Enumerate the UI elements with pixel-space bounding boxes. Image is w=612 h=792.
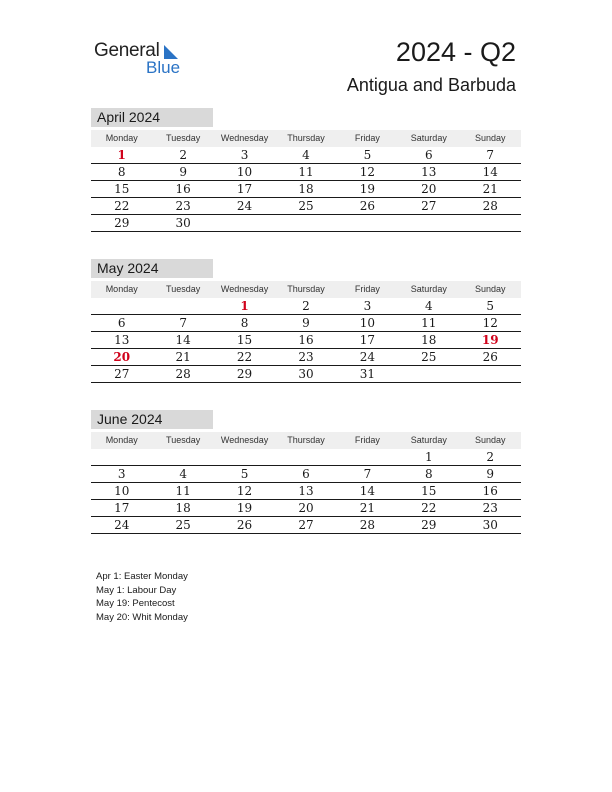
day-cell: 16 [482,484,498,498]
day-cell: 11 [298,165,314,179]
day-cell: 26 [482,350,498,364]
month-june [91,410,521,534]
day-cell: 29 [236,367,253,381]
day-cell: 11 [421,316,437,330]
holiday-notes [96,570,188,624]
day-cell: 27 [114,367,130,381]
country-name: Antigua and Barbuda [346,75,516,95]
week-row [91,198,521,215]
weekday-label: Sunday [474,133,506,143]
day-cell: 22 [236,350,253,364]
day-cell: 2 [179,148,187,162]
day-cell: 15 [114,182,130,196]
day-cell [337,449,398,465]
month-may [91,259,521,383]
weekday-label: Sunday [474,435,506,445]
day-cell: 25 [175,518,191,532]
day-cell: 13 [114,333,130,347]
day-cell [337,215,398,231]
day-cell: 13 [421,165,437,179]
week-row [91,215,521,232]
day-cell [91,449,152,465]
day-cell [398,366,459,382]
day-cell: 16 [298,333,314,347]
day-cell: 31 [359,367,376,381]
day-cell: 28 [359,518,376,532]
page-title: 2024 - Q2 [395,37,516,67]
day-cell: 29 [421,518,437,532]
day-cell: 5 [486,299,495,313]
day-cell: 11 [175,484,191,498]
weekday-label: Saturday [410,284,447,294]
weekday-label: Tuesday [166,435,201,445]
day-cell: 19 [481,333,499,347]
day-cell: 18 [298,182,314,196]
weekday-label: Friday [354,284,380,294]
day-cell: 5 [363,148,372,162]
weekday-label: Monday [105,284,138,294]
holiday-note: Apr 1: Easter Monday [96,571,188,582]
weekday-label: Thursday [287,284,325,294]
day-cell [275,215,336,231]
day-cell: 8 [240,316,249,330]
day-cell: 24 [236,199,253,213]
day-cell: 10 [114,484,130,498]
day-cell: 25 [421,350,437,364]
day-cell: 19 [359,182,376,196]
weekday-label: Wednesday [220,133,269,143]
holiday-note: May 19: Pentecost [96,598,175,609]
day-cell: 23 [298,350,314,364]
day-cell [91,298,152,314]
day-cell: 17 [114,501,130,515]
holiday-note: May 1: Labour Day [96,584,177,596]
day-cell: 20 [421,182,437,196]
day-cell: 21 [175,350,191,364]
day-cell: 16 [175,182,191,196]
day-cell: 6 [117,316,126,330]
day-cell: 28 [482,199,498,213]
day-cell: 30 [298,367,314,381]
day-cell: 19 [236,501,253,515]
weeks [91,449,521,534]
day-cell: 13 [298,484,314,498]
day-cell: 28 [175,367,191,381]
day-cell: 9 [486,467,495,481]
weekday-label: Saturday [410,133,447,143]
day-cell: 22 [114,199,130,213]
day-cell: 10 [236,165,253,179]
week-row [91,466,521,483]
day-cell: 21 [482,182,498,196]
day-cell: 26 [359,199,376,213]
weekday-label: Sunday [474,284,506,294]
day-cell: 5 [240,467,249,481]
day-cell: 4 [302,148,310,162]
weekday-label: Thursday [287,435,325,445]
weekday-label: Friday [354,435,380,445]
weeks [91,298,521,383]
day-cell: 1 [425,450,433,464]
month-label: June 2024 [91,410,213,429]
weekday-label: Thursday [287,133,325,143]
week-row [91,517,521,534]
day-cell: 21 [359,501,376,515]
day-cell: 10 [359,316,376,330]
day-cell: 18 [421,333,437,347]
weekday-label: Tuesday [166,284,201,294]
day-cell: 15 [421,484,437,498]
day-cell: 4 [179,467,187,481]
weekday-label: Monday [105,435,138,445]
day-cell [398,215,459,231]
week-row [91,298,521,315]
weekday-label: Tuesday [166,133,201,143]
day-cell: 9 [179,165,187,179]
day-cell: 4 [425,299,433,313]
week-row [91,164,521,181]
weekday-label: Friday [354,133,380,143]
day-cell: 29 [114,216,130,230]
day-cell [275,449,336,465]
day-cell: 24 [359,350,376,364]
day-cell: 7 [486,148,495,162]
day-cell: 23 [175,199,191,213]
day-cell: 23 [482,501,498,515]
day-cell: 9 [302,316,310,330]
brand-logo [94,40,194,80]
day-cell: 7 [363,467,372,481]
day-cell: 1 [117,148,126,162]
day-cell: 12 [482,316,498,330]
day-cell [214,215,275,231]
day-cell: 17 [359,333,376,347]
month-april [91,108,521,232]
logo-blue-text: Blue [146,58,181,77]
day-cell: 14 [175,333,191,347]
week-row [91,449,521,466]
day-cell: 30 [175,216,191,230]
week-row [91,483,521,500]
week-row [91,332,521,349]
logo-general-text: General [94,40,160,61]
day-cell: 20 [298,501,314,515]
day-cell: 27 [298,518,314,532]
month-label: April 2024 [91,108,213,127]
week-row [91,147,521,164]
day-cell: 2 [302,299,310,313]
day-cell: 30 [482,518,498,532]
day-cell: 3 [240,148,249,162]
day-cell: 6 [302,467,310,481]
day-cell: 22 [421,501,437,515]
day-cell [460,366,521,382]
day-cell: 8 [117,165,126,179]
weekday-label: Monday [105,133,138,143]
day-cell: 27 [421,199,437,213]
day-cell: 1 [240,299,249,313]
week-row [91,500,521,517]
weekday-header [91,130,521,147]
day-cell: 12 [236,484,253,498]
day-cell [152,449,213,465]
holiday-note: May 20: Whit Monday [96,611,188,623]
weekday-header [91,432,521,449]
day-cell: 14 [359,484,376,498]
week-row [91,366,521,383]
day-cell: 3 [117,467,126,481]
day-cell: 7 [179,316,187,330]
day-cell: 8 [425,467,433,481]
week-row [91,349,521,366]
day-cell [214,449,275,465]
day-cell: 18 [175,501,191,515]
day-cell: 12 [359,165,376,179]
day-cell: 14 [482,165,498,179]
weekday-label: Saturday [410,435,447,445]
day-cell: 26 [236,518,253,532]
weekday-label: Wednesday [220,284,269,294]
day-cell [460,215,521,231]
day-cell: 6 [425,148,433,162]
week-row [91,181,521,198]
day-cell: 15 [236,333,253,347]
day-cell: 2 [486,450,495,464]
weekday-label: Wednesday [220,435,269,445]
weekday-header [91,281,521,298]
day-cell: 20 [113,350,131,364]
day-cell [152,298,213,314]
week-row [91,315,521,332]
weeks [91,147,521,232]
day-cell: 17 [236,182,253,196]
day-cell: 3 [363,299,372,313]
day-cell: 25 [298,199,314,213]
month-label: May 2024 [91,259,213,278]
day-cell: 24 [114,518,130,532]
